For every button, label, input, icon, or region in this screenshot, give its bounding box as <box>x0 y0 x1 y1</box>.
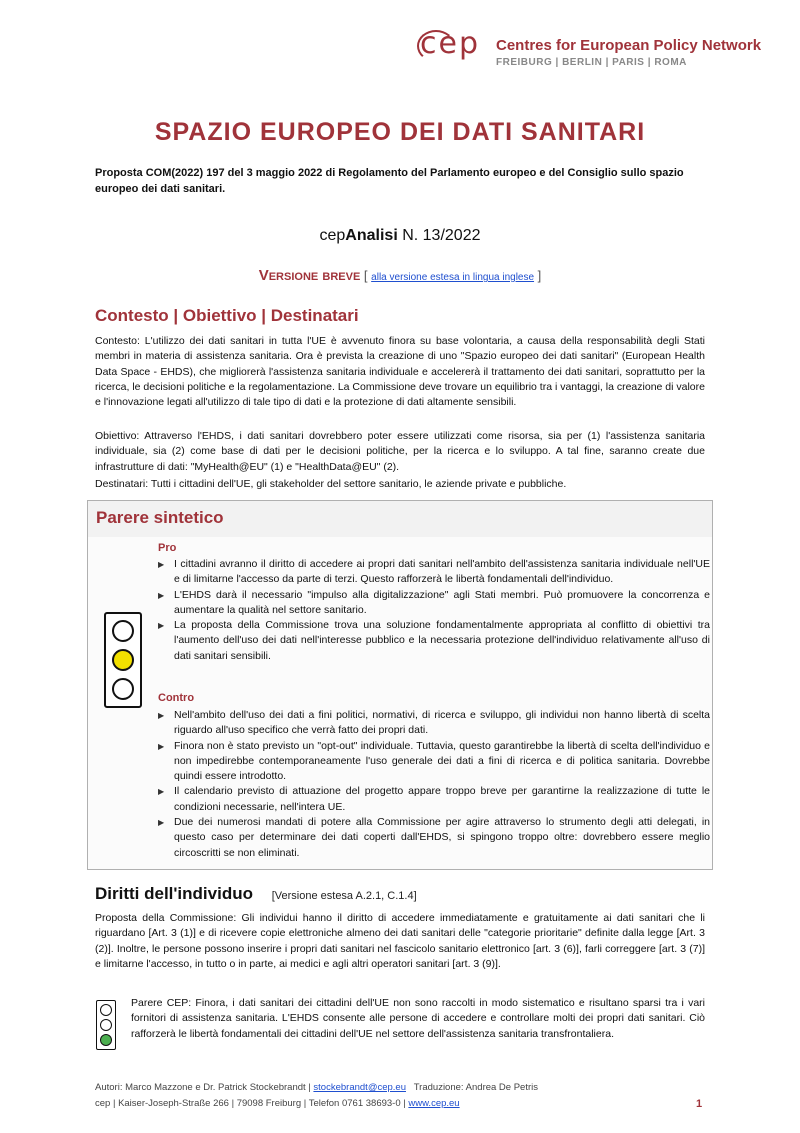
org-cities: FREIBURG | BERLIN | PARIS | ROMA <box>496 57 687 68</box>
pro-label: Pro <box>158 542 177 554</box>
objective-paragraph: Obiettivo: Attraverso l'EHDS, i dati sanitari dovrebbero poter essere utilizzati come risorsa, sia per (1) l'assistenza sanitaria individuale, sia (2) come base di dati per le decisioni politiche, per la ricerca e lo sviluppo. A tal fine, saranno create due infrastrutture di dati: "MyHealth@EU" (1) e "HealthData@EU" (2). <box>95 430 705 473</box>
lamp-middle-yellow <box>112 649 134 671</box>
author-email-link[interactable]: stockebrandt@cep.eu <box>313 1082 406 1093</box>
lamp-bottom <box>112 678 134 700</box>
bullet-triangle-icon: ▶ <box>158 818 165 828</box>
contro-item: ▶ Due dei numerosi mandati di potere alla Commissione per agire attraverso lo strumento degli atti delegati, in questo caso per determinare dei dati coperti dall'EHDS, si spingono troppo oltre: dovrebbero essere meglio circoscritti se non eliminati. <box>158 816 710 859</box>
website-link[interactable]: www.cep.eu <box>408 1098 460 1109</box>
bullet-triangle-icon: ▶ <box>158 711 165 720</box>
page-title: SPAZIO EUROPEO DEI DATI SANITARI <box>154 118 646 146</box>
pro-list <box>158 557 710 664</box>
contro-item: ▶ Nell'ambito dell'uso dei dati a fini politici, normativi, di ricerca e sviluppo, gli individui non hanno libertà di scelta riguardo all'uso specifico che verrà fatto dei propri dati. <box>158 709 710 737</box>
bracket-open: [ <box>363 268 372 283</box>
analysis-prefix: cep <box>319 227 346 244</box>
pro-item: ▶ I cittadini avranno il diritto di accedere ai propri dati sanitari nell'ambito dell'assistenza sanitaria individuale nell'UE e di limitarne l'accesso da parte di terzi. Questo rafforzerà le libertà fondamentali dell'individuo. <box>158 558 710 586</box>
subtitle: Proposta COM(2022) 197 del 3 maggio 2022 di Regolamento del Parlamento europeo e del Consiglio sullo spazio europeo dei dati sanitari. <box>95 167 684 195</box>
contro-list <box>158 708 710 861</box>
pro-item: ▶ L'EHDS darà il necessario "impulso alla digitalizzazione" agli Stati membri. Può promuovere la concorrenza e aumentare la qualità nel settore sanitario. <box>158 588 710 616</box>
context-paragraph: Contesto: L'utilizzo dei dati sanitari in tutta l'UE è avvenuto finora su base volontaria, a causa della responsabilità degli Stati membri in materia di assistenza sanitaria. Ora è prevista la creazione di uno "Spazio europeo dei dati sanitari" (European Health Data Space - EHDS), che migliorerà l'assistenza sanitaria individuale e accelererà il trattamento dei dati sanitari, soprattutto per la ricerca, le decisioni politiche e la regolamentazione. La Commissione deve trovare un equilibrio tra i vantaggi, la creazione di valore e l'innovazione legati all'utilizzo di tale tipo di dati e la protezione di dati altamente sensibili. <box>95 335 705 409</box>
rights-proposal: Proposta della Commissione: Gli individui hanno il diritto di accedere immediatamente e gratuitamente ai dati sanitari che li riguardano [Art. 3 (1)] e di ricevere copie elettroniche almeno dei dati sanitari delle "categorie prioritarie" definite dalla legge [Art. 3 (2)]. Inoltre, le persone possono inserire i propri dati sanitari nel fascicolo sanitario elettronico [art. 3 (6)], farli correggere [art. 3 (7)] e limitarne l'accesso, in tutto o in parte, ai medici e agli altri operatori sanitari [art. 3 (9)]. <box>95 912 705 970</box>
traffic-light-yellow-icon <box>104 612 142 708</box>
long-version-link[interactable]: alla versione estesa in lingua inglese <box>371 272 535 283</box>
lamp-top <box>112 620 134 642</box>
footer-authors: Autori: Marco Mazzone e Dr. Patrick Stockebrandt | stockebrandt@cep.eu Traduzione: Andrea De Petris <box>95 1082 539 1093</box>
bullet-triangle-icon: ▶ <box>158 590 165 600</box>
contro-item: ▶ Il calendario previsto di attuazione del progetto appare troppo breve per garantirne la realizzazione di tutte le condizioni necessarie, nell'intera UE. <box>158 785 710 813</box>
org-name: Centres for European Policy Network <box>496 37 762 54</box>
pro-item: ▶ La proposta della Commissione trova una soluzione fondamentalmente appropriata al conflitto di obiettivi tra l'aumento dell'uso dei dati nell'interesse pubblico e la necessaria protezione dell'individuo relativamente all'uso di dati sanitari sensibili. <box>158 619 710 662</box>
summary-heading: Parere sintetico <box>96 508 224 527</box>
analysis-bold: Analisi <box>345 227 398 244</box>
lamp-bottom-green <box>100 1034 112 1046</box>
lamp-middle <box>100 1019 112 1031</box>
bullet-triangle-icon: ▶ <box>158 787 165 797</box>
bullet-triangle-icon: ▶ <box>158 560 165 569</box>
contro-label: Contro <box>158 692 195 704</box>
rights-ref: [Versione estesa A.2.1, C.1.4] <box>271 890 417 902</box>
rights-heading: Diritti dell'individuo [Versione estesa A.2.1, C.1.4] <box>95 884 417 903</box>
bullet-triangle-icon: ▶ <box>158 621 165 631</box>
context-heading: Contesto | Obiettivo | Destinatari <box>95 306 359 325</box>
page-number: 1 <box>696 1098 703 1110</box>
lamp-top <box>100 1004 112 1016</box>
audience-paragraph: Destinatari: Tutti i cittadini dell'UE, gli stakeholder del settore sanitario, le aziende private e pubbliche. <box>95 478 567 490</box>
analysis-num: N. 13/2022 <box>397 227 481 244</box>
analysis-number <box>0 227 800 245</box>
traffic-light-green-icon <box>96 1000 116 1050</box>
contro-item: ▶ Finora non è stato previsto un "opt-out" individuale. Tuttavia, questo garantirebbe la libertà di scelta dell'individuo e non impedirebbe contemporaneamente l'uso generale dei dati a fini di ricerca e di politica sanitaria. Dovrebbe quindi essere introdotto. <box>158 739 710 783</box>
cep-logo: cep <box>420 26 480 61</box>
version-label: Versione breve <box>258 267 361 284</box>
footer-address: cep | Kaiser-Joseph-Straße 266 | 79098 Freiburg | Telefon 0761 38693-0 | www.cep.eu <box>95 1098 460 1109</box>
rights-opinion: Parere CEP: Finora, i dati sanitari dei cittadini dell'UE non sono raccolti in modo sistematico e risultano sparsi tra i vari fornitori di assistenza sanitaria. L'EHDS consente alle persone di accedere e controllare molti dei propri dati sanitari. Ciò rafforzerà le libertà fondamentali dei cittadini dell'UE nel settore dell'assistenza sanitaria transfrontaliera. <box>131 997 705 1040</box>
version-line <box>0 267 800 284</box>
bracket-close: ] <box>534 268 542 283</box>
bullet-triangle-icon: ▶ <box>158 741 165 751</box>
